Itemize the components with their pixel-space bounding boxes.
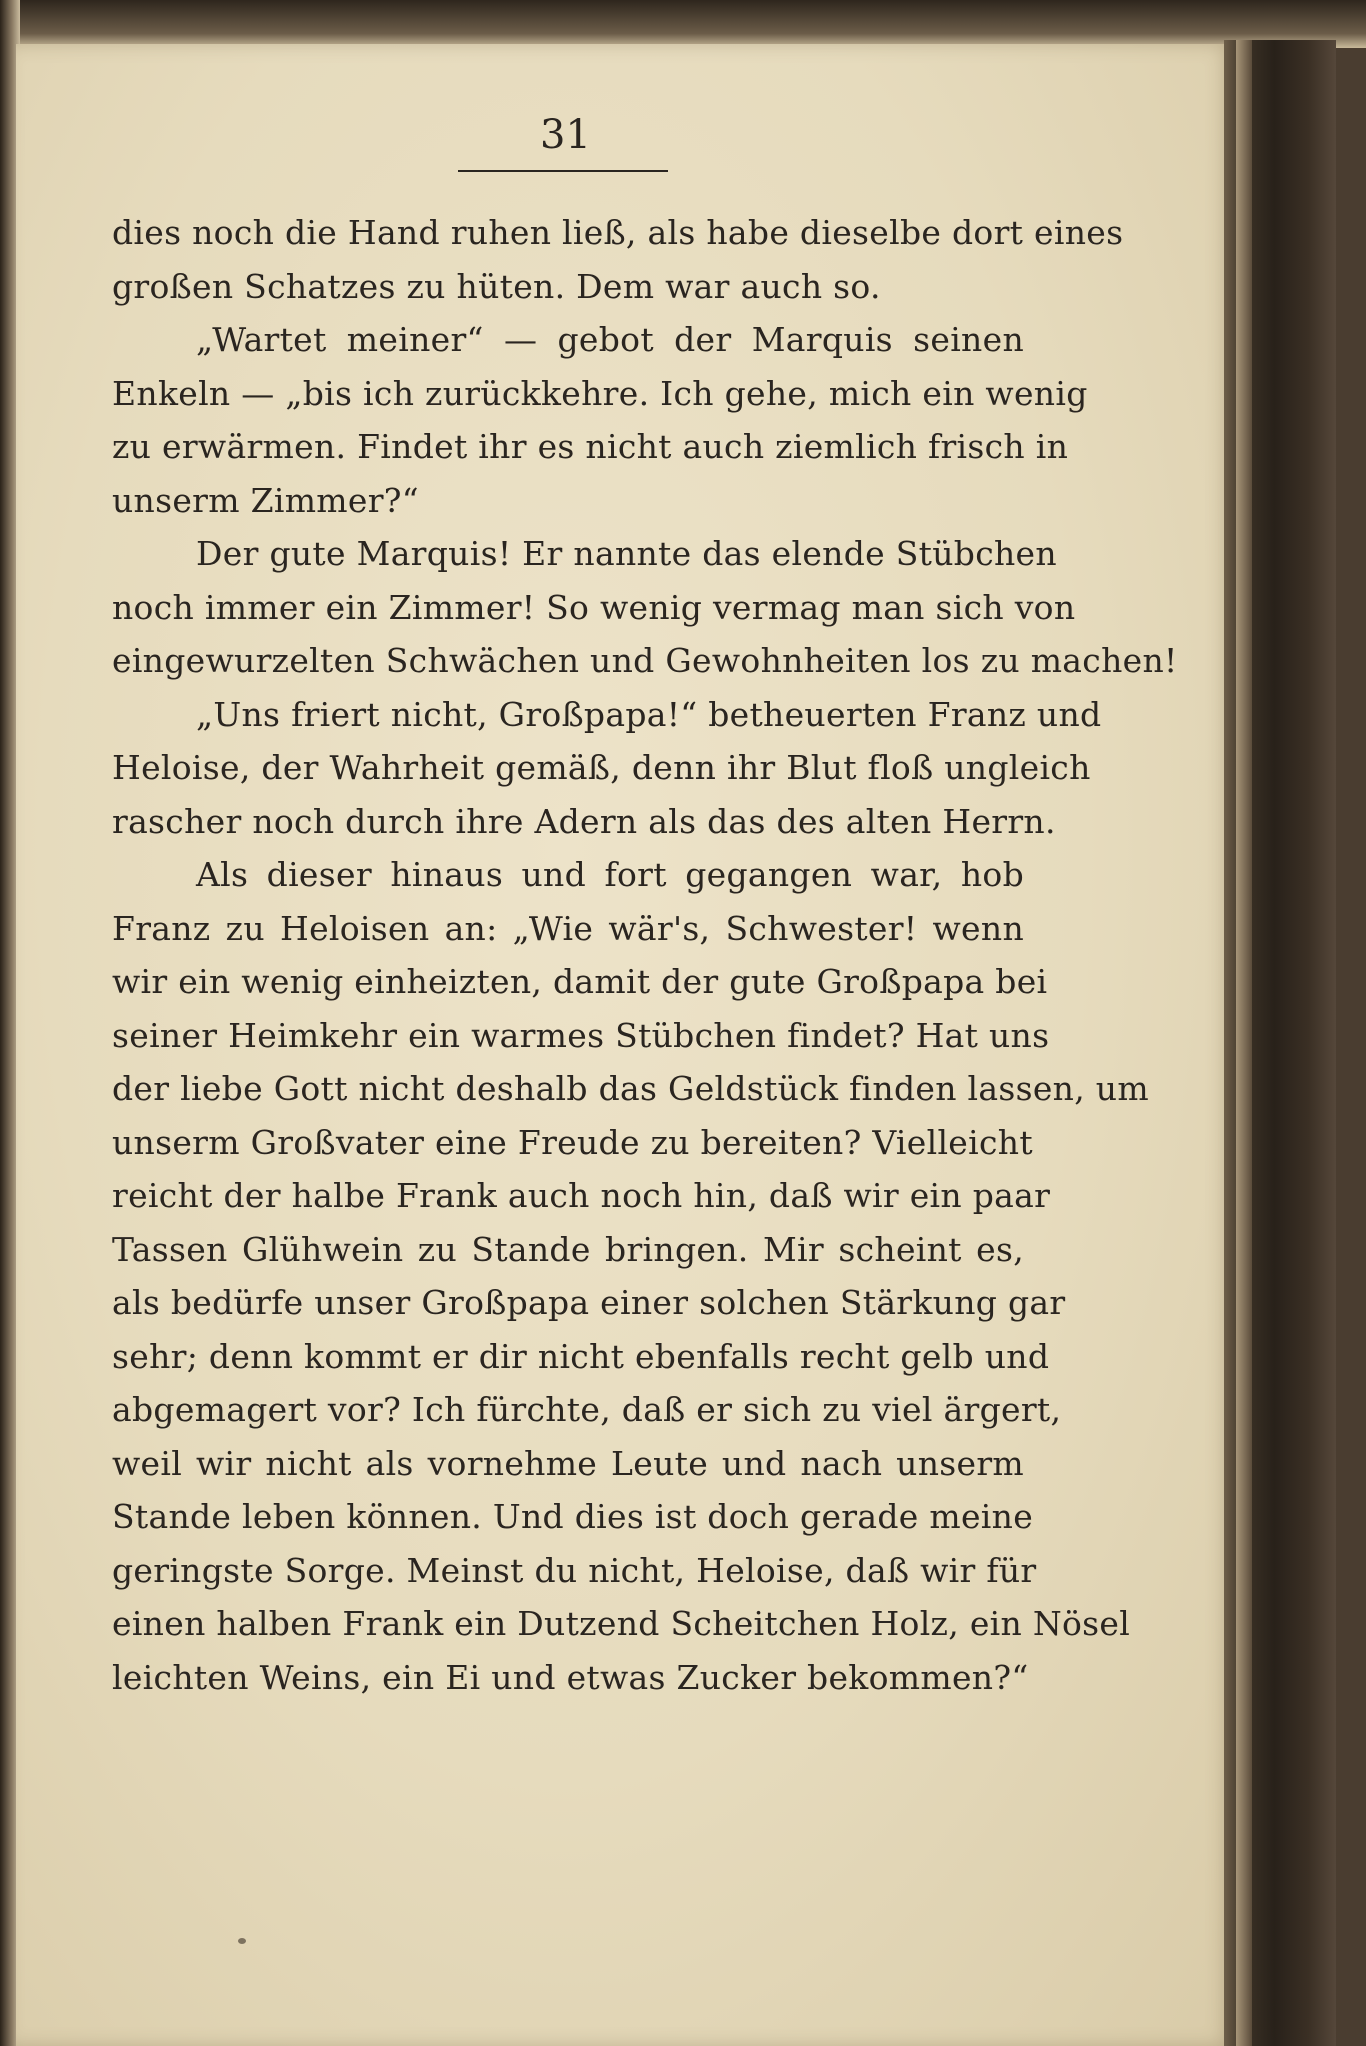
body-text [112, 206, 1178, 1704]
ink-spot [238, 1938, 246, 1944]
text-line: eingewurzelten Schwächen und Gewohnheiten los zu machen! [112, 641, 1178, 680]
text-line: reicht der halbe Frank auch noch hin, daß wir ein paar [112, 1176, 1051, 1215]
text-line: Heloise, der Wahrheit gemäß, denn ihr Blut floß ungleich [112, 748, 1091, 787]
text-line: noch immer ein Zimmer! So wenig vermag man sich von [112, 587, 1076, 627]
text-line: unserm Großvater eine Freude zu bereiten? Vielleicht [112, 1122, 1033, 1162]
text-line: Als dieser hinaus und fort gegangen war, hob [196, 855, 1024, 894]
text-line: geringste Sorge. Meinst du nicht, Heloise, daß wir für [112, 1550, 1037, 1590]
text-line: einen halben Frank ein Dutzend Scheitchen Holz, ein Nösel [112, 1604, 1131, 1643]
text-line: als bedürfe unser Großpapa einer solchen Stärkung gar [112, 1283, 1066, 1322]
text-line: sehr; denn kommt er dir nicht ebenfalls recht gelb und [112, 1336, 1050, 1376]
text-line: „Uns friert nicht, Großpapa!“ betheuerten Franz und [196, 694, 1102, 734]
book-page-stack [1236, 40, 1252, 2046]
text-line: großen Schatzes zu hüten. Dem war auch so. [112, 266, 881, 306]
text-line: „Wartet meiner“ — gebot der Marquis seinen [196, 320, 1024, 359]
text-line: Enkeln — „bis ich zurückkehre. Ich gehe, mich ein wenig [112, 373, 1088, 413]
page-number: 31 [540, 112, 591, 158]
text-line: wir ein wenig einheizten, damit der gute Großpapa bei [112, 962, 1048, 1001]
text-line: Stande leben können. Und dies ist doch gerade meine [112, 1497, 1034, 1536]
text-line: abgemagert vor? Ich fürchte, daß er sich zu viel ärgert, [112, 1390, 1062, 1429]
book-top-edge [0, 0, 1366, 48]
text-line: Tassen Glühwein zu Stande bringen. Mir scheint es, [112, 1229, 1024, 1269]
text-line: dies noch die Hand ruhen ließ, als habe dieselbe dort eines [112, 213, 1124, 252]
text-line: rascher noch durch ihre Adern als das des alten Herrn. [112, 801, 1056, 841]
text-line: zu erwärmen. Findet ihr es nicht auch ziemlich frisch in [112, 427, 1069, 466]
text-line: unserm Zimmer?“ [112, 480, 419, 520]
text-line: Franz zu Heloisen an: „Wie wär's, Schwester! wenn [112, 908, 1024, 948]
text-line: leichten Weins, ein Ei und etwas Zucker bekommen?“ [112, 1657, 1029, 1697]
text-line: der liebe Gott nicht deshalb das Geldstück finden lassen, um [112, 1069, 1149, 1108]
text-line: seiner Heimkehr ein warmes Stübchen findet? Hat uns [112, 1015, 1050, 1055]
text-line: weil wir nicht als vornehme Leute und nach unserm [112, 1443, 1024, 1483]
header-rule [458, 170, 668, 172]
text-line: Der gute Marquis! Er nannte das elende Stübchen [196, 534, 1057, 573]
